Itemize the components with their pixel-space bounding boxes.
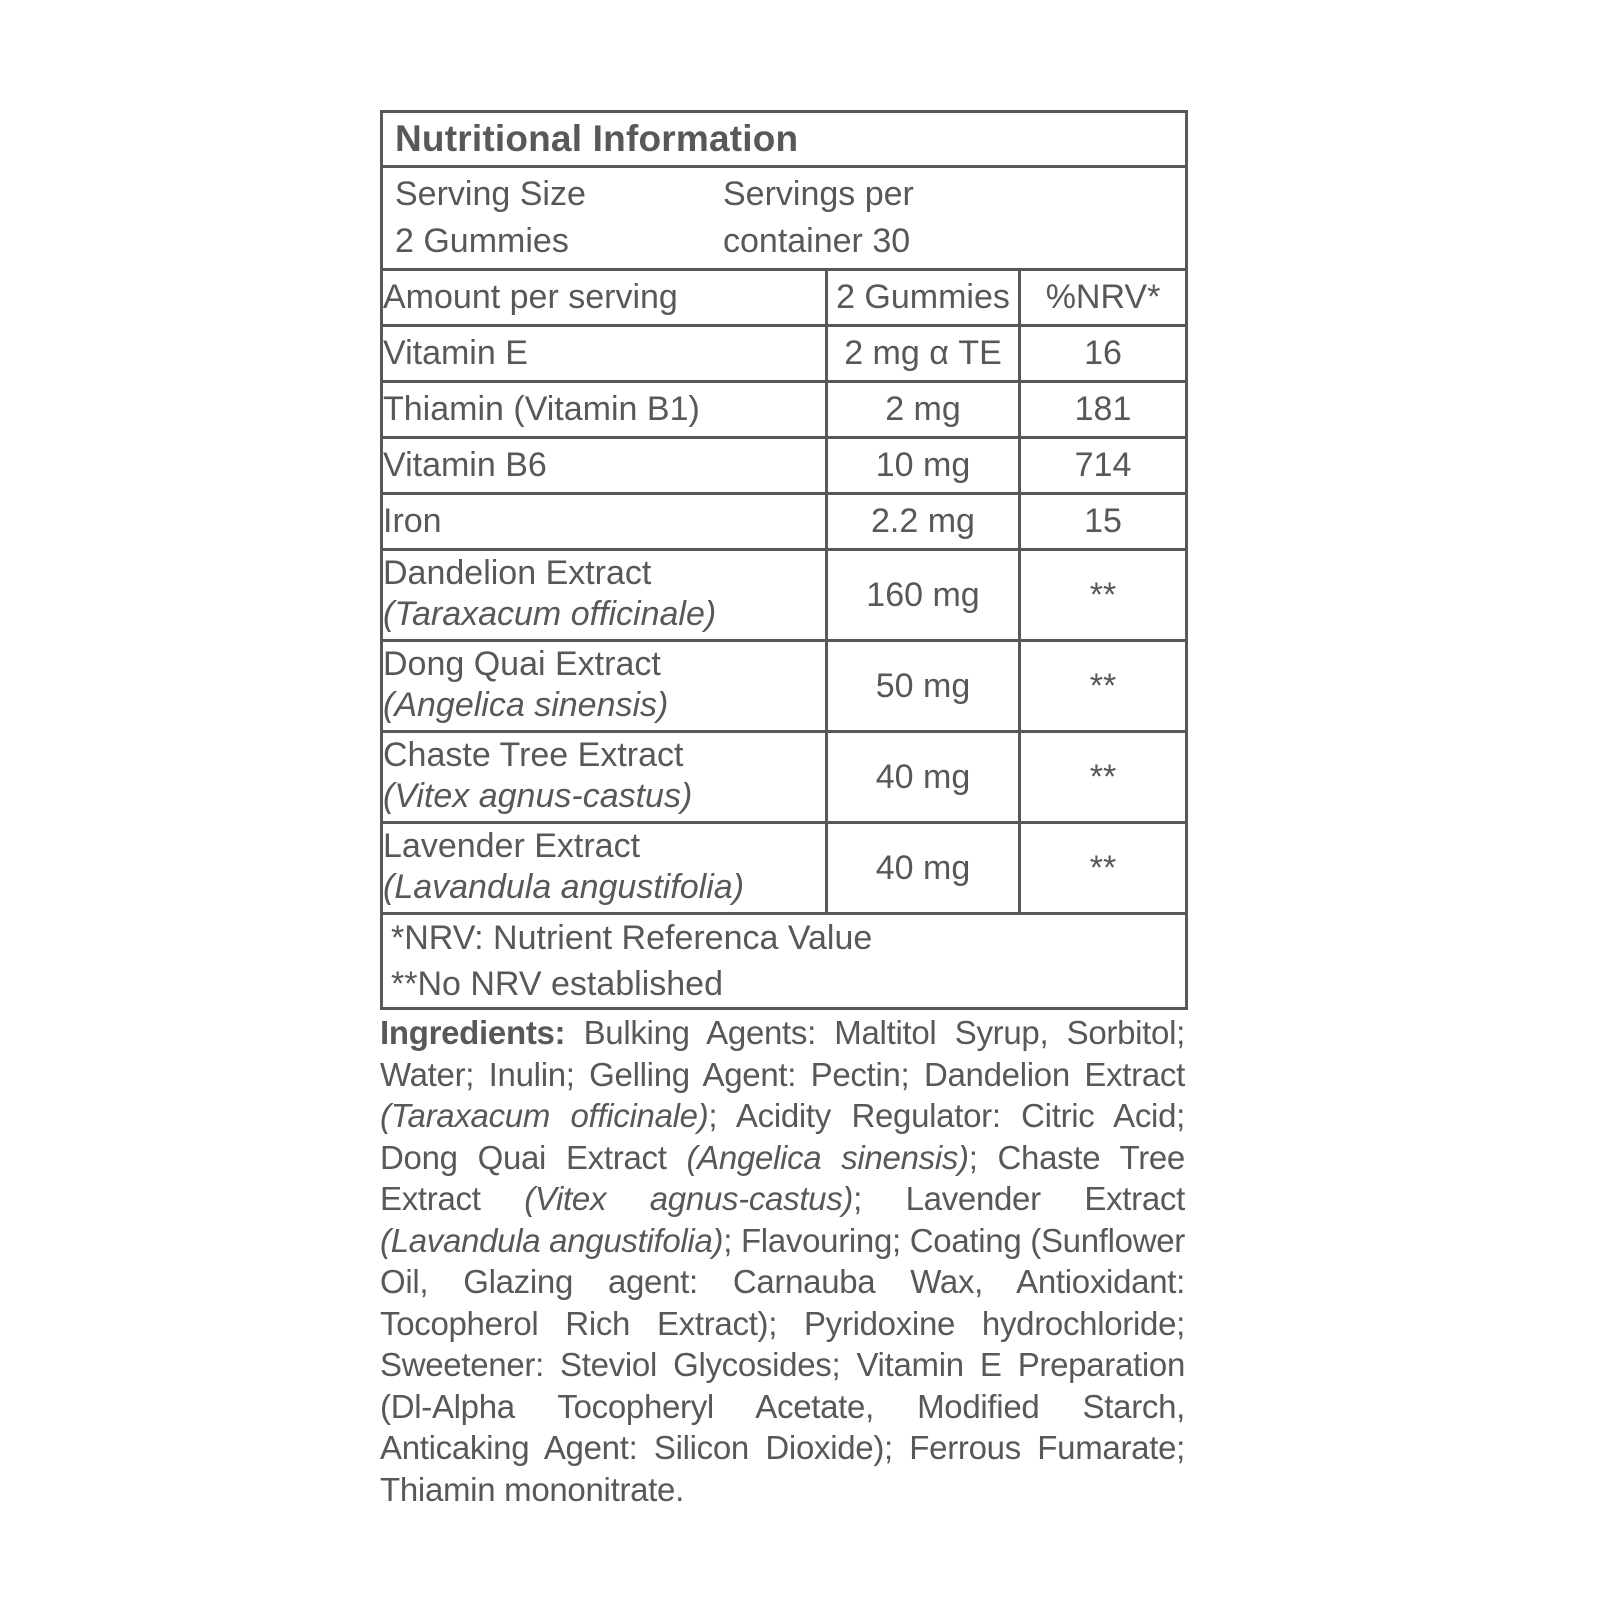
- nutrition-table: [380, 110, 1188, 1010]
- table-row: [382, 382, 1187, 438]
- nutrient-name: Iron: [382, 494, 827, 550]
- footnote-nrv-definition: *NRV: Nutrient Referenca Value: [391, 919, 873, 957]
- nutrient-name: Chaste Tree Extract: [383, 736, 684, 774]
- nutrient-latin-name: (Angelica sinensis): [383, 686, 669, 724]
- header-2-gummies: 2 Gummies: [827, 270, 1020, 326]
- serving-size-label: Serving Size: [395, 175, 586, 213]
- ingredients-paragraph: Ingredients: Bulking Agents: Maltitol Syrup, Sorbitol; Water; Inulin; Gelling Agent: Pectin; Dandelion Extract (Taraxacum officinale); Acidity Regulator: Citric Acid; Dong Quai Extract (Angelica sinensis); Chaste Tree Extract (Vitex agnus-castus); Lavender Extract (Lavandula angustifolia); Flavouring; Coating (Sunflower Oil, Glazing agent: Carnauba Wax, Antioxidant: Tocopherol Rich Extract); Pyridoxine hydrochloride; Sweetener: Steviol Glycosides; Vitamin E Preparation (Dl-Alpha Tocopheryl Acetate, Modified Starch, Anticaking Agent: Silicon Dioxide); Ferrous Fumarate; Thiamin mononitrate.: [380, 1014, 1185, 1508]
- nutrient-latin-name: (Vitex agnus-castus): [383, 777, 693, 815]
- nutrient-nrv: 181: [1020, 382, 1187, 438]
- nutrient-amount: 50 mg: [827, 641, 1020, 732]
- serving-info: [383, 171, 1185, 265]
- nutrient-nrv: **: [1020, 641, 1187, 732]
- nutrient-name-block: [383, 824, 825, 912]
- nutrition-label: [380, 110, 1185, 1010]
- nutrient-name: Dong Quai Extract: [383, 645, 661, 683]
- table-row: [382, 438, 1187, 494]
- nutrient-latin-name: (Lavandula angustifolia): [383, 868, 745, 906]
- table-row: [382, 326, 1187, 382]
- nutrient-amount: 40 mg: [827, 823, 1020, 914]
- nutrient-name-block: [383, 733, 825, 821]
- nutrient-name-block: [383, 642, 825, 730]
- table-row: [382, 641, 1187, 732]
- nutrient-name: Thiamin (Vitamin B1): [382, 382, 827, 438]
- nutrient-name: Vitamin E: [382, 326, 827, 382]
- nutrient-name: Lavender Extract: [383, 827, 641, 865]
- nutrient-amount: 160 mg: [827, 550, 1020, 641]
- table-title: Nutritional Information: [382, 112, 1187, 167]
- nutrient-amount: 2 mg α TE: [827, 326, 1020, 382]
- table-row: [382, 823, 1187, 914]
- table-row: [382, 732, 1187, 823]
- footnote-no-nrv: **No NRV established: [391, 965, 723, 1003]
- nutrient-amount: 2.2 mg: [827, 494, 1020, 550]
- nutrient-name: Vitamin B6: [382, 438, 827, 494]
- serving-size: [395, 171, 723, 265]
- servings-per-label: Servings per: [723, 175, 914, 213]
- nutrient-amount: 10 mg: [827, 438, 1020, 494]
- servings-per-value: container 30: [723, 222, 911, 260]
- nutrient-name: Dandelion Extract: [383, 554, 652, 592]
- table-title-row: [382, 112, 1187, 167]
- nutrient-name-block: [383, 551, 825, 639]
- column-header-row: [382, 270, 1187, 326]
- nutrient-nrv: **: [1020, 550, 1187, 641]
- servings-per-container: [723, 171, 914, 265]
- header-nrv: %NRV*: [1020, 270, 1187, 326]
- nutrient-nrv: 15: [1020, 494, 1187, 550]
- nutrient-amount: 2 mg: [827, 382, 1020, 438]
- nutrient-nrv: **: [1020, 732, 1187, 823]
- nutrient-latin-name: (Taraxacum officinale): [383, 595, 717, 633]
- nutrient-nrv: 16: [1020, 326, 1187, 382]
- table-row: [382, 550, 1187, 641]
- serving-size-value: 2 Gummies: [395, 222, 569, 260]
- header-amount-per-serving: Amount per serving: [382, 270, 827, 326]
- nutrient-nrv: 714: [1020, 438, 1187, 494]
- nutrient-amount: 40 mg: [827, 732, 1020, 823]
- serving-row: [382, 167, 1187, 270]
- footnotes: [383, 915, 1185, 1007]
- nutrient-nrv: **: [1020, 823, 1187, 914]
- footnote-row: [382, 914, 1187, 1009]
- table-row: [382, 494, 1187, 550]
